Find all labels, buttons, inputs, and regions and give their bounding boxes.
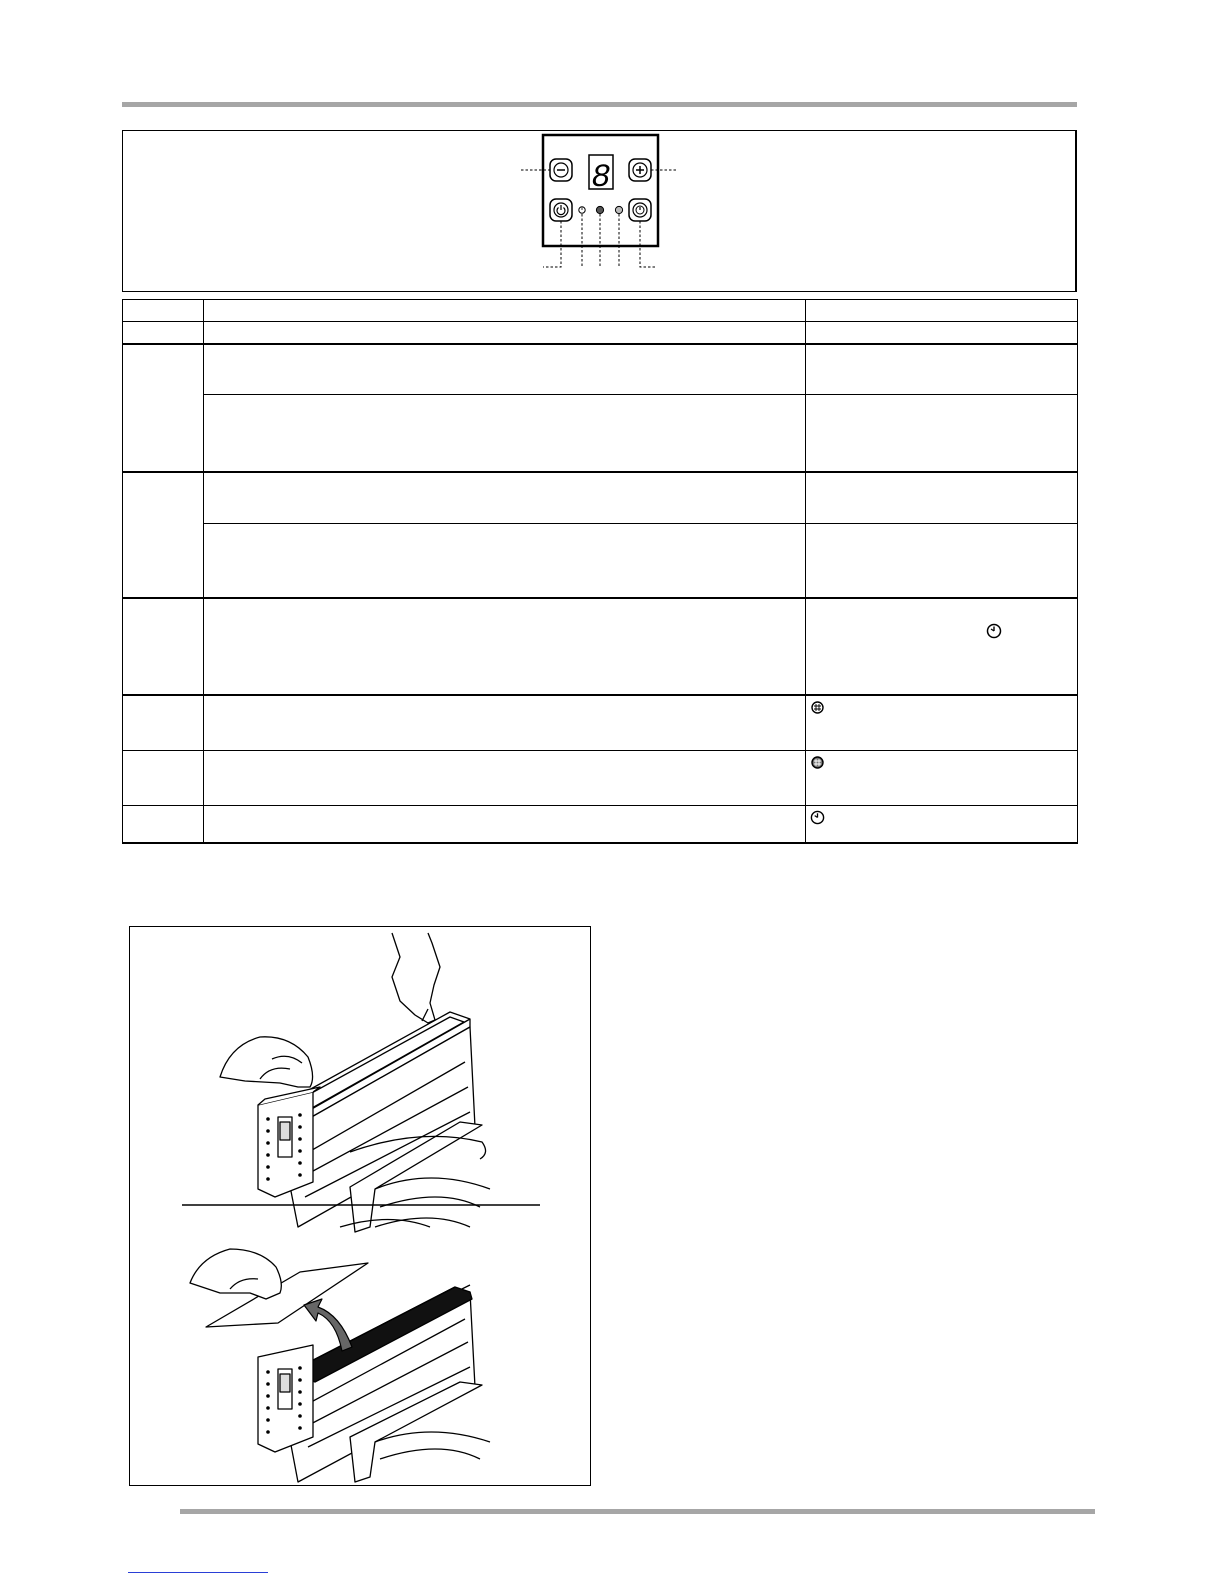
- row-number-cell: [123, 472, 204, 598]
- header-rule: [122, 102, 1077, 107]
- filter-charcoal-icon: [811, 756, 824, 769]
- table-row: [123, 344, 1078, 395]
- filter-maintenance-illustration: [129, 926, 591, 1486]
- lift-arrow-icon: [304, 1299, 352, 1351]
- row-number-cell: [123, 751, 204, 806]
- fan-led-light: [615, 206, 622, 213]
- table-row: [123, 395, 1078, 472]
- row-note-cell: [806, 395, 1078, 472]
- table-header-row: [123, 300, 1078, 322]
- table-row: [123, 598, 1078, 695]
- row-note-cell: [806, 322, 1078, 344]
- footer-rule: [180, 1509, 1095, 1514]
- filter-grease-icon: [811, 701, 824, 714]
- row-note-cell: [806, 751, 1078, 806]
- row-note-cell: [806, 695, 1078, 751]
- plus-button[interactable]: [629, 159, 651, 181]
- row-description-cell: [204, 751, 806, 806]
- row-number-cell: [123, 806, 204, 843]
- table-row: [123, 524, 1078, 598]
- row-description-cell: [204, 806, 806, 843]
- digit-display-text: 8: [591, 159, 611, 196]
- table-row: [123, 751, 1078, 806]
- header-cell-notes: [806, 300, 1078, 322]
- timer-button[interactable]: [629, 199, 651, 221]
- step-2-lift-filter: [190, 1249, 490, 1482]
- control-panel-svg: [123, 131, 1075, 291]
- row-number-cell: [123, 322, 204, 344]
- row-description-cell: [204, 524, 806, 598]
- fan-led-dark: [596, 206, 603, 213]
- row-description-cell: [204, 598, 806, 695]
- row-number-cell: [123, 695, 204, 751]
- row-note-cell: [806, 344, 1078, 395]
- row-description-cell: [204, 344, 806, 395]
- timer-icon: [810, 810, 825, 825]
- row-description-cell: [204, 695, 806, 751]
- header-cell-number: [123, 300, 204, 322]
- row-number-cell: [123, 598, 204, 695]
- table-row: [123, 322, 1078, 344]
- footer-link-underline[interactable]: [128, 1572, 268, 1573]
- table-row: [123, 695, 1078, 751]
- row-number-cell: [123, 344, 204, 472]
- header-cell-function: [204, 300, 806, 322]
- control-panel-diagram: [122, 130, 1077, 292]
- row-note-cell: [806, 524, 1078, 598]
- illustration-svg: [130, 927, 590, 1485]
- table-row: [123, 806, 1078, 843]
- timer-led: [579, 207, 585, 213]
- row-note-cell: [806, 472, 1078, 524]
- function-table: [122, 299, 1078, 844]
- step-1-press-cover: [220, 933, 490, 1232]
- row-note-cell: [806, 598, 1078, 695]
- power-button[interactable]: [550, 199, 572, 221]
- row-note-cell: [806, 806, 1078, 843]
- timer-icon: [986, 623, 1002, 639]
- row-description-cell: [204, 322, 806, 344]
- minus-button[interactable]: [550, 159, 572, 181]
- row-description-cell: [204, 472, 806, 524]
- row-description-cell: [204, 395, 806, 472]
- table-row: [123, 472, 1078, 524]
